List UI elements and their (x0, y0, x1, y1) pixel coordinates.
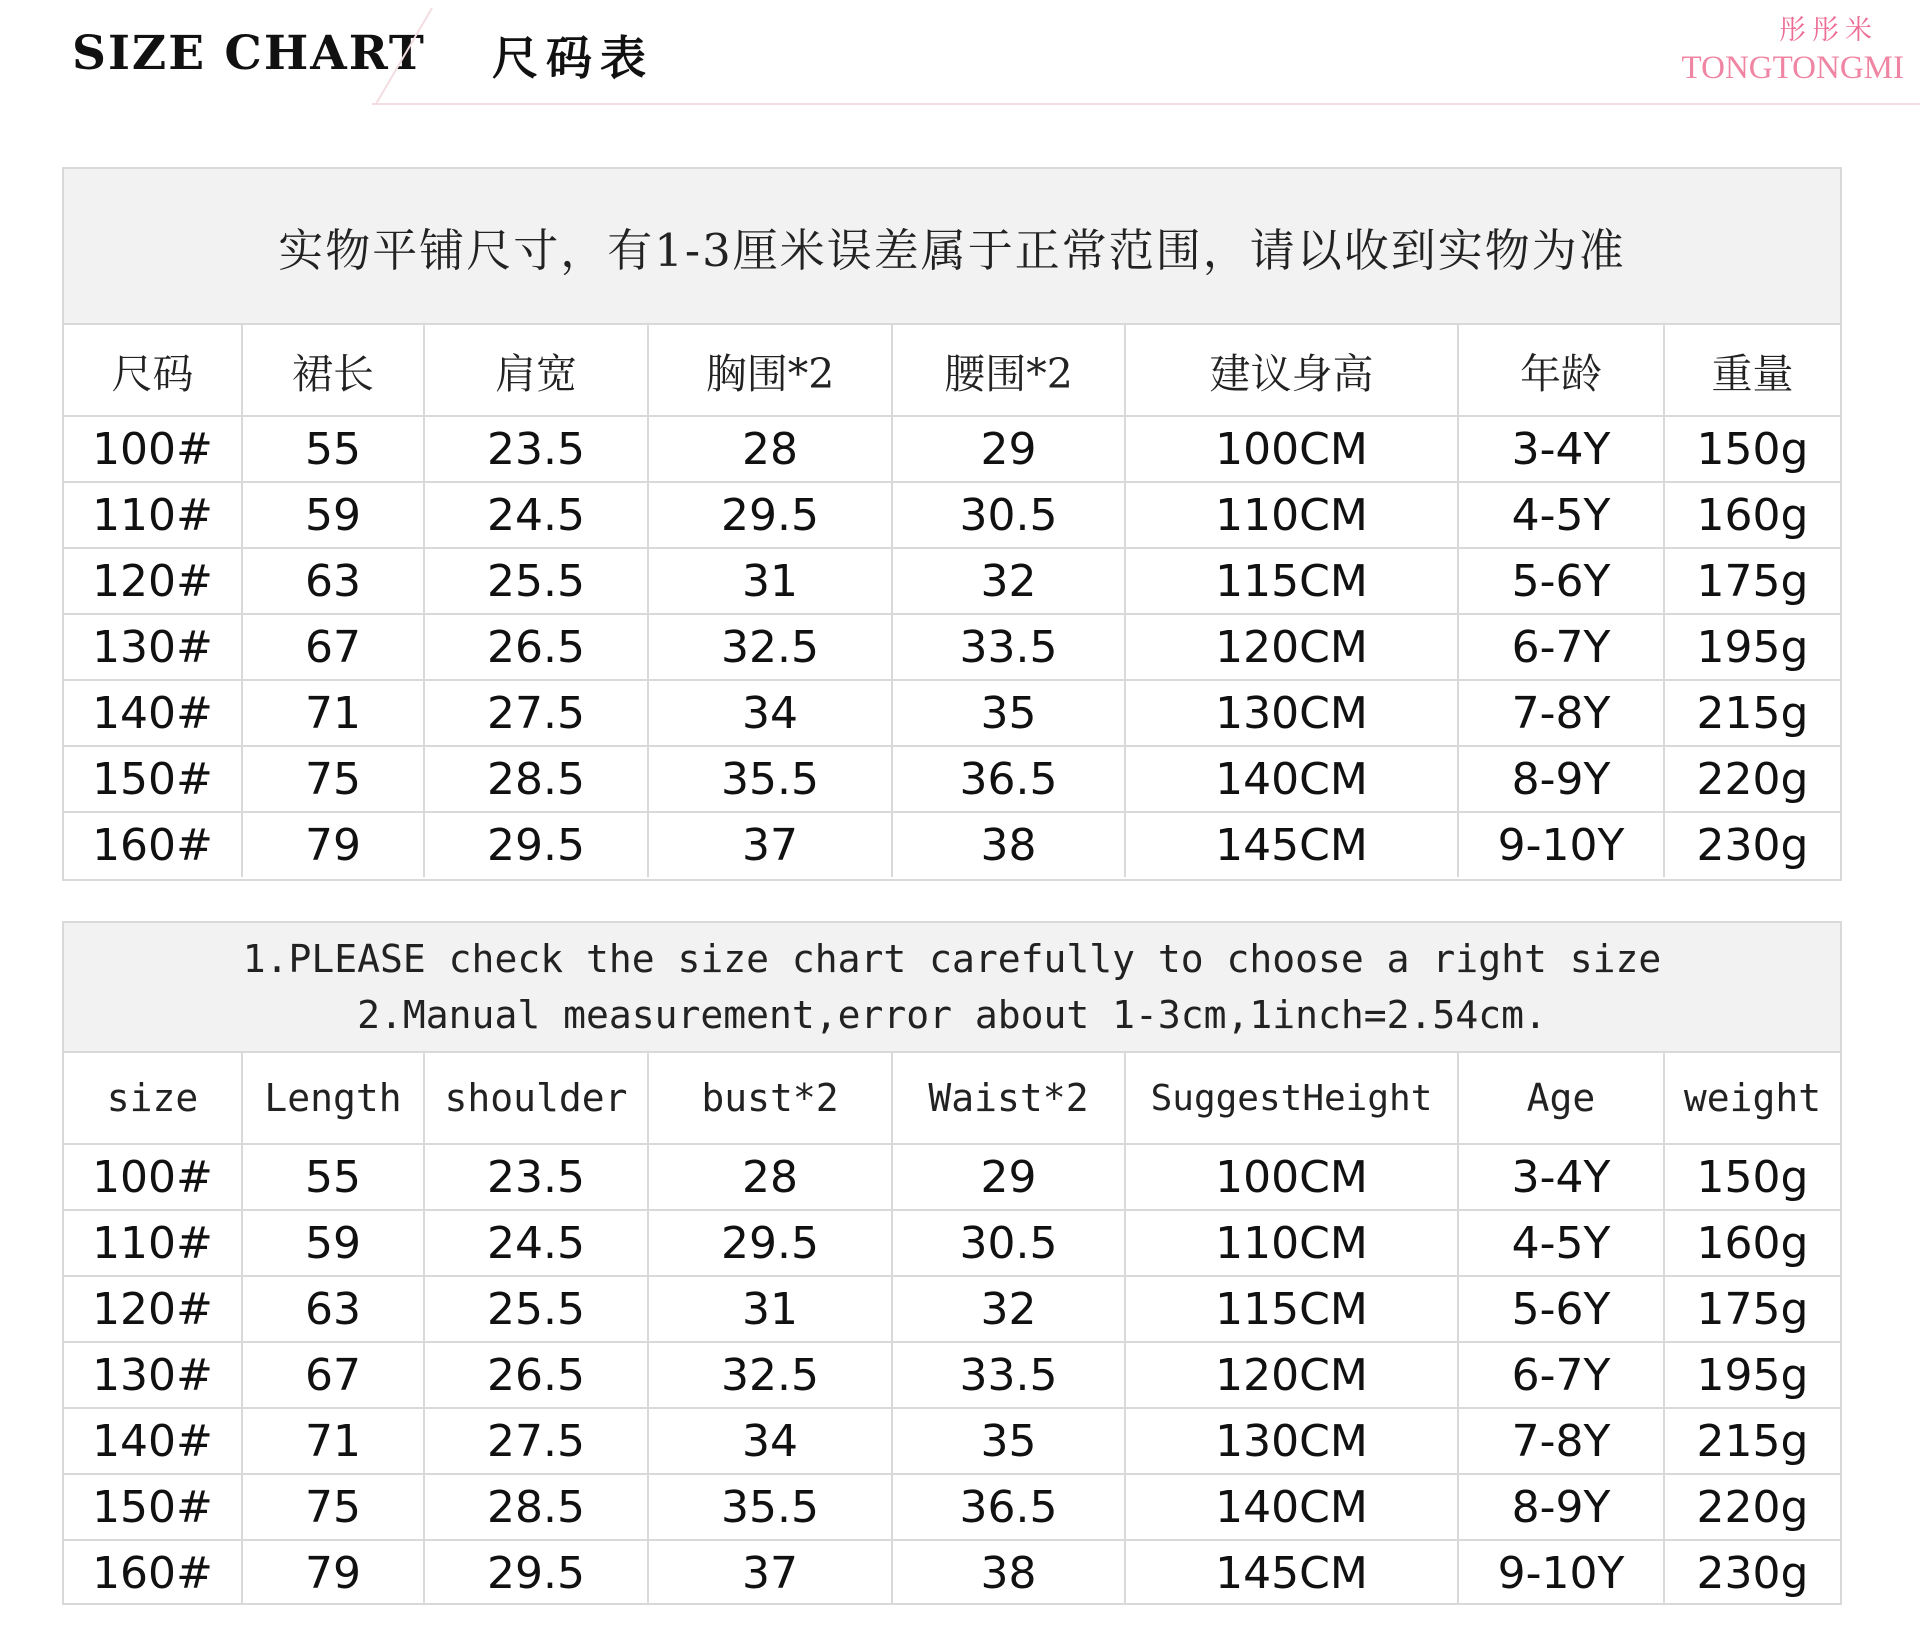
cell-weight: 195g (1664, 1342, 1840, 1408)
cell-shoulder: 25.5 (424, 548, 648, 614)
instruction-line-1: 1.PLEASE check the size chart carefully to choose a right size (242, 937, 1662, 981)
header-weight: 重量 (1664, 325, 1840, 416)
cell-waist: 35 (892, 680, 1125, 746)
cell-weight: 150g (1664, 416, 1840, 482)
cell-size: 160# (64, 1540, 242, 1605)
table-row (64, 614, 1840, 680)
cell-height: 145CM (1125, 1540, 1458, 1605)
cell-weight: 160g (1664, 1210, 1840, 1276)
table-row (64, 1474, 1840, 1540)
header-age: Age (1458, 1053, 1664, 1144)
cell-length: 75 (242, 746, 424, 812)
header-shoulder: shoulder (424, 1053, 648, 1144)
cell-age: 6-7Y (1458, 614, 1664, 680)
cell-size: 140# (64, 1408, 242, 1474)
table-header-row (64, 1053, 1840, 1144)
cell-shoulder: 28.5 (424, 746, 648, 812)
cell-size: 140# (64, 680, 242, 746)
cell-weight: 195g (1664, 614, 1840, 680)
cell-age: 3-4Y (1458, 1144, 1664, 1210)
cell-bust: 34 (648, 1408, 892, 1474)
cell-waist: 32 (892, 548, 1125, 614)
cell-waist: 33.5 (892, 614, 1125, 680)
cell-height: 145CM (1125, 812, 1458, 877)
size-table-grid (64, 325, 1840, 877)
cell-bust: 37 (648, 1540, 892, 1605)
cell-weight: 230g (1696, 1547, 1809, 1599)
cell-weight: 150g (1664, 1144, 1840, 1210)
instruction-line-2: 2.Manual measurement,error about 1-3cm,1inch=2.54cm. (357, 993, 1547, 1037)
cell-shoulder: 24.5 (424, 482, 648, 548)
header-size: 尺码 (64, 325, 242, 416)
cell-length: 71 (242, 1408, 424, 1474)
cell-height: 120CM (1125, 614, 1458, 680)
cell-bust: 32.5 (648, 614, 892, 680)
cell-bust: 34 (648, 680, 892, 746)
cell-length: 79 (242, 812, 424, 877)
cell-length: 67 (242, 1342, 424, 1408)
cell-bust: 31 (648, 1276, 892, 1342)
cell-length: 75 (242, 1474, 424, 1540)
table-row (64, 1210, 1840, 1276)
table-row (64, 1408, 1840, 1474)
header-height: SuggestHeight (1125, 1053, 1458, 1144)
table-note (64, 923, 1840, 1053)
cell-size: 120# (64, 548, 242, 614)
cell-waist: 32 (892, 1276, 1125, 1342)
cell-size: 120# (64, 1276, 242, 1342)
header-age: 年龄 (1458, 325, 1664, 416)
cell-length: 59 (242, 1210, 424, 1276)
cell-length: 59 (242, 482, 424, 548)
cell-length: 79 (242, 1540, 424, 1605)
page-title: SIZE CHART (72, 26, 426, 81)
cell-height: 140CM (1125, 1474, 1458, 1540)
cell-waist: 30.5 (892, 482, 1125, 548)
header-bust: 胸围*2 (648, 325, 892, 416)
cell-shoulder: 27.5 (424, 1408, 648, 1474)
cell-height: 110CM (1125, 482, 1458, 548)
header-waist: 腰围*2 (892, 325, 1125, 416)
header-waist: Waist*2 (892, 1053, 1125, 1144)
cell-shoulder: 24.5 (424, 1210, 648, 1276)
cell-shoulder: 26.5 (424, 614, 648, 680)
cell-age: 8-9Y (1458, 746, 1664, 812)
cell-height: 115CM (1125, 548, 1458, 614)
cell-shoulder: 23.5 (424, 1144, 648, 1210)
cell-bust: 28 (648, 416, 892, 482)
header-length: Length (242, 1053, 424, 1144)
cell-age: 3-4Y (1458, 416, 1664, 482)
cell-age: 4-5Y (1458, 482, 1664, 548)
table-row (64, 746, 1840, 812)
table-note (64, 169, 1840, 325)
cell-size: 150# (64, 1474, 242, 1540)
cell-length: 63 (242, 548, 424, 614)
cell-height: 140CM (1125, 746, 1458, 812)
table-row (64, 1276, 1840, 1342)
header-length: 裙长 (242, 325, 424, 416)
cell-length: 55 (242, 416, 424, 482)
table-row (64, 1342, 1840, 1408)
cell-size: 110# (64, 1210, 242, 1276)
cell-waist: 33.5 (892, 1342, 1125, 1408)
cell-size: 130# (64, 1342, 242, 1408)
cell-age: 7-8Y (1458, 680, 1664, 746)
table-row (64, 416, 1840, 482)
cell-length: 71 (242, 680, 424, 746)
size-table-chinese (62, 167, 1842, 881)
header-height: 建议身高 (1125, 325, 1458, 416)
brand-logo-chinese: 彤彤米 (1779, 15, 1878, 46)
header-bust: bust*2 (648, 1053, 892, 1144)
cell-waist: 38 (892, 1540, 1125, 1605)
header-size: size (64, 1053, 242, 1144)
cell-weight: 160g (1664, 482, 1840, 548)
cell-waist: 38 (892, 812, 1125, 877)
cell-waist: 29 (892, 1144, 1125, 1210)
size-table-english (62, 921, 1842, 1605)
cell-waist: 35 (892, 1408, 1125, 1474)
page-title-chinese: 尺码表 (492, 31, 654, 85)
cell-waist: 36.5 (892, 746, 1125, 812)
cell-waist: 36.5 (892, 1474, 1125, 1540)
brand-logo: TONGTONGMI (1681, 50, 1904, 86)
cell-age: 4-5Y (1458, 1210, 1664, 1276)
cell-shoulder: 29.5 (424, 812, 648, 877)
cell-shoulder: 25.5 (424, 1276, 648, 1342)
cell-size: 160# (64, 812, 242, 877)
cell-shoulder: 28.5 (424, 1474, 648, 1540)
table-row (64, 548, 1840, 614)
cell-height: 130CM (1125, 1408, 1458, 1474)
cell-age: 8-9Y (1458, 1474, 1664, 1540)
cell-bust: 31 (648, 548, 892, 614)
cell-age: 5-6Y (1458, 1276, 1664, 1342)
cell-bust: 28 (648, 1144, 892, 1210)
cell-weight: 230g (1696, 819, 1809, 871)
cell-height: 110CM (1125, 1210, 1458, 1276)
cell-height: 100CM (1125, 416, 1458, 482)
measurement-note: 实物平铺尺寸，有1-3厘米误差属于正常范围，请以收到实物为准 (278, 223, 1626, 277)
cell-weight: 175g (1664, 548, 1840, 614)
cell-height: 100CM (1125, 1144, 1458, 1210)
cell-bust: 37 (648, 812, 892, 877)
cell-weight: 220g (1664, 746, 1840, 812)
table-header-row (64, 325, 1840, 416)
cell-age: 9-10Y (1458, 812, 1664, 877)
cell-height: 130CM (1125, 680, 1458, 746)
cell-size: 110# (64, 482, 242, 548)
cell-weight: 220g (1664, 1474, 1840, 1540)
cell-bust: 35.5 (648, 1474, 892, 1540)
size-table-grid (64, 1053, 1840, 1605)
cell-weight: 215g (1664, 680, 1840, 746)
cell-shoulder: 29.5 (424, 1540, 648, 1605)
table-row (64, 482, 1840, 548)
cell-age: 6-7Y (1458, 1342, 1664, 1408)
cell-size: 100# (64, 416, 242, 482)
cell-weight: 175g (1664, 1276, 1840, 1342)
cell-age: 5-6Y (1458, 548, 1664, 614)
cell-shoulder: 26.5 (424, 1342, 648, 1408)
cell-size: 100# (64, 1144, 242, 1210)
table-row (64, 1144, 1840, 1210)
header-underline (372, 103, 1920, 105)
cell-size: 150# (64, 746, 242, 812)
cell-height: 120CM (1125, 1342, 1458, 1408)
cell-age: 9-10Y (1458, 1540, 1664, 1605)
cell-bust: 29.5 (648, 1210, 892, 1276)
cell-age: 7-8Y (1458, 1408, 1664, 1474)
cell-shoulder: 23.5 (424, 416, 648, 482)
cell-size: 130# (64, 614, 242, 680)
table-row (64, 812, 1840, 877)
cell-length: 67 (242, 614, 424, 680)
cell-length: 63 (242, 1276, 424, 1342)
table-row (64, 1540, 1840, 1605)
cell-height: 115CM (1125, 1276, 1458, 1342)
cell-shoulder: 27.5 (424, 680, 648, 746)
header-shoulder: 肩宽 (424, 325, 648, 416)
cell-length: 55 (242, 1144, 424, 1210)
header-weight: weight (1664, 1053, 1840, 1144)
cell-bust: 35.5 (648, 746, 892, 812)
cell-weight: 215g (1664, 1408, 1840, 1474)
cell-waist: 29 (892, 416, 1125, 482)
cell-bust: 29.5 (648, 482, 892, 548)
title-divider-slash (374, 6, 434, 106)
cell-bust: 32.5 (648, 1342, 892, 1408)
cell-waist: 30.5 (892, 1210, 1125, 1276)
table-row (64, 680, 1840, 746)
